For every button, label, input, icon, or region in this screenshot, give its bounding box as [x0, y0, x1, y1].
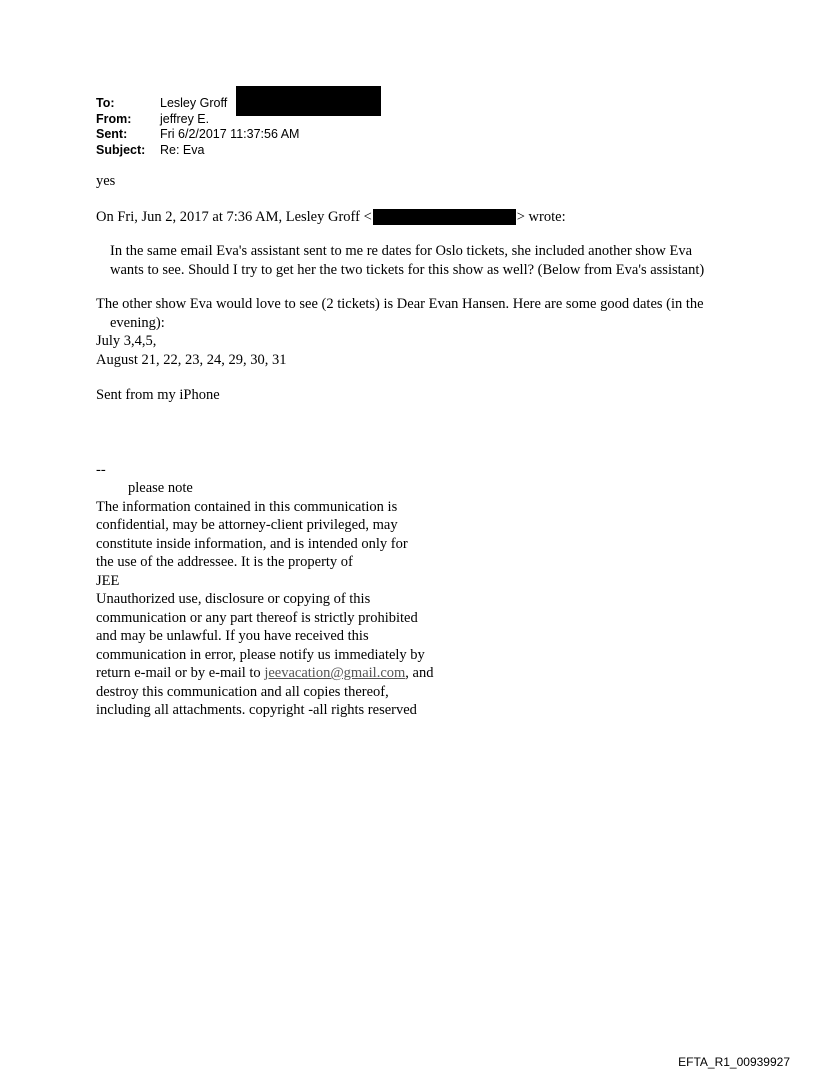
- quote-intro-pre: On Fri, Jun 2, 2017 at 7:36 AM, Lesley Groff <: [96, 208, 372, 225]
- from-value: jeffrey E.: [160, 111, 210, 126]
- disclaimer-line: Unauthorized use, disclosure or copying of this: [96, 591, 371, 607]
- disclaimer-block: [96, 498, 736, 720]
- disclaimer-dashes: --: [96, 461, 106, 478]
- disclaimer-line: JEE: [96, 572, 120, 589]
- subject-value: Re: Eva: [160, 142, 205, 157]
- return-line-post: , and: [405, 665, 434, 681]
- disclaimer-line: and may be unlawful. If you have received this: [96, 628, 369, 644]
- return-line-pre: return e-mail or by e-mail to: [96, 665, 265, 681]
- disclaimer-line: confidential, may be attorney-client privileged, may: [96, 517, 398, 533]
- redaction-bar: [236, 86, 381, 116]
- document-id: EFTA_R1_00939927: [678, 1055, 790, 1069]
- disclaimer-line: communication in error, please notify us immediately by: [96, 646, 425, 663]
- disclaimer-line: constitute inside information, and is intended only for: [96, 535, 408, 552]
- quote-intro-post: > wrote:: [516, 208, 566, 225]
- dates-august: August 21, 22, 23, 24, 29, 30, 31: [96, 351, 287, 368]
- to-value: Lesley Groff: [160, 96, 228, 110]
- subject-label: Subject:: [96, 142, 146, 157]
- sent-value: Fri 6/2/2017 11:37:56 AM: [160, 127, 300, 141]
- disclaimer-heading: please note: [128, 480, 193, 496]
- quoted-paragraph: In the same email Eva's assistant sent to me re dates for Oslo tickets, she included another show Eva wants to see. Should I try to get her the two tickets for this show as well? (Below from Eva's assistant): [110, 243, 705, 278]
- dates-july: July 3,4,5,: [96, 333, 157, 349]
- email-body: [96, 172, 736, 720]
- forward-paragraph: The other show Eva would love to see (2 tickets) is Dear Evan Hansen. Here are some good dates (in the evening):: [96, 296, 704, 331]
- header-row-subject: [96, 143, 299, 159]
- disclaimer-line: destroy this communication and all copies thereof,: [96, 683, 389, 700]
- header-row-sent: [96, 127, 299, 143]
- to-label: To:: [96, 96, 115, 110]
- redaction-bar: [373, 209, 516, 225]
- header-row-to: [96, 96, 299, 112]
- to-value-wrap: [160, 96, 227, 112]
- disclaimer-line: the use of the addressee. It is the property of: [96, 554, 353, 570]
- sent-label: Sent:: [96, 127, 128, 141]
- signature: Sent from my iPhone: [96, 387, 220, 403]
- quote-intro: [96, 208, 736, 227]
- email-header: [96, 96, 299, 158]
- from-label: From:: [96, 111, 132, 126]
- reply-text: yes: [96, 173, 116, 189]
- disclaimer-return-line: [96, 664, 736, 683]
- disclaimer-line: communication or any part thereof is strictly prohibited: [96, 609, 418, 626]
- email-link[interactable]: jeevacation@gmail.com: [264, 665, 406, 681]
- disclaimer-line: The information contained in this communication is: [96, 498, 398, 515]
- disclaimer-line: including all attachments. copyright -all rights reserved: [96, 702, 417, 718]
